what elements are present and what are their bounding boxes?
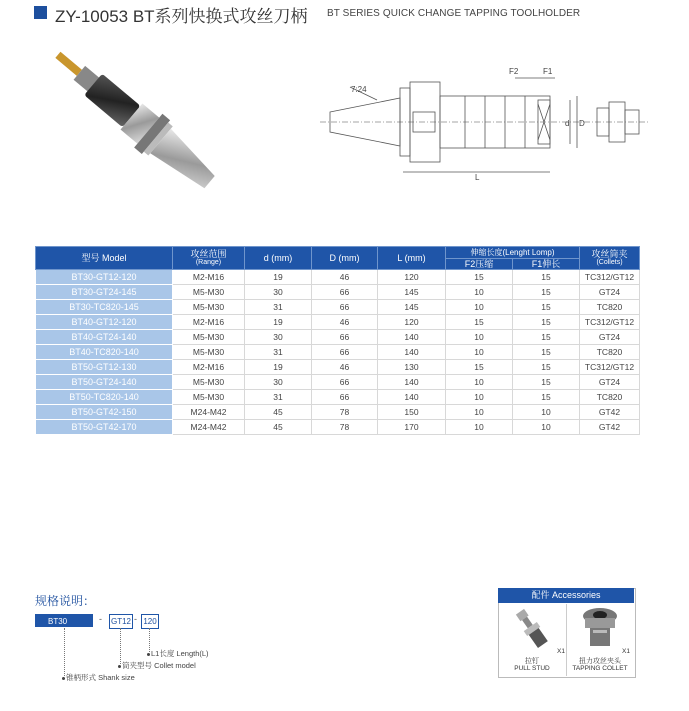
table-row bbox=[36, 285, 640, 300]
cell-collet: TC820 bbox=[580, 300, 640, 315]
shank-leader bbox=[64, 628, 65, 676]
cell-d: 19 bbox=[245, 315, 312, 330]
cell-range: M5-M30 bbox=[173, 345, 245, 360]
page-subtitle: BT SERIES QUICK CHANGE TAPPING TOOLHOLDER bbox=[327, 8, 581, 19]
cell-f1: 10 bbox=[513, 405, 580, 420]
dash-2: - bbox=[134, 614, 137, 624]
cell-collet: GT42 bbox=[580, 405, 640, 420]
table-row bbox=[36, 390, 640, 405]
cell-d: 19 bbox=[245, 360, 312, 375]
pull-stud-cn: 拉钉 bbox=[525, 658, 539, 665]
cell-f2: 10 bbox=[446, 375, 513, 390]
cell-model: BT30-GT24-145 bbox=[36, 285, 173, 300]
cell-f2: 10 bbox=[446, 420, 513, 435]
cell-L: 120 bbox=[378, 270, 446, 285]
spec-table bbox=[35, 246, 640, 435]
header-L: L (mm) bbox=[378, 247, 446, 270]
shank-desc-text: 锥柄形式 Shank size bbox=[66, 673, 135, 682]
header-lomp: 伸缩长度(Lenght Lomp) bbox=[446, 247, 580, 259]
cell-model: BT40-TC820-140 bbox=[36, 345, 173, 360]
page-title: ZY-10053 BT系列快换式攻丝刀柄 bbox=[55, 7, 308, 26]
table-row bbox=[36, 330, 640, 345]
cell-collet: GT42 bbox=[580, 420, 640, 435]
header-f2: F2压缩 bbox=[446, 259, 513, 270]
cell-model: BT50-GT42-150 bbox=[36, 405, 173, 420]
cell-d: 45 bbox=[245, 405, 312, 420]
cell-collet: GT24 bbox=[580, 375, 640, 390]
cell-collet: TC312/GT12 bbox=[580, 270, 640, 285]
cell-D: 46 bbox=[312, 270, 378, 285]
cell-d: 31 bbox=[245, 345, 312, 360]
dash-1: - bbox=[99, 614, 102, 624]
cell-f2: 10 bbox=[446, 300, 513, 315]
cell-collet: GT24 bbox=[580, 330, 640, 345]
L-label: L bbox=[475, 173, 480, 182]
header-range bbox=[173, 247, 245, 270]
table-row bbox=[36, 360, 640, 375]
table-row bbox=[36, 375, 640, 390]
cell-L: 140 bbox=[378, 330, 446, 345]
accessories-title: 配件 Accessories bbox=[498, 588, 634, 603]
cell-model: BT30-TC820-145 bbox=[36, 300, 173, 315]
cell-L: 145 bbox=[378, 285, 446, 300]
d-label: d bbox=[565, 119, 570, 128]
cell-range: M5-M30 bbox=[173, 285, 245, 300]
cell-f1: 15 bbox=[513, 345, 580, 360]
cell-d: 31 bbox=[245, 390, 312, 405]
table-row bbox=[36, 315, 640, 330]
cell-f2: 10 bbox=[446, 405, 513, 420]
cell-D: 46 bbox=[312, 315, 378, 330]
cell-D: 78 bbox=[312, 420, 378, 435]
cell-model: BT30-GT12-120 bbox=[36, 270, 173, 285]
header-collets-cn: 攻丝筒夹 bbox=[591, 249, 628, 259]
cell-D: 66 bbox=[312, 390, 378, 405]
cell-L: 120 bbox=[378, 315, 446, 330]
cell-model: BT50-GT12-130 bbox=[36, 360, 173, 375]
pull-stud-image bbox=[510, 606, 554, 652]
cell-range: M5-M30 bbox=[173, 390, 245, 405]
collet-desc-text: 筒夹型号 Collet model bbox=[122, 661, 196, 670]
cell-model: BT50-GT42-170 bbox=[36, 420, 173, 435]
cell-L: 140 bbox=[378, 375, 446, 390]
cell-f1: 15 bbox=[513, 300, 580, 315]
length-desc-text: L1长度 Length(L) bbox=[151, 649, 209, 658]
cell-f2: 15 bbox=[446, 270, 513, 285]
cell-D: 66 bbox=[312, 285, 378, 300]
cell-range: M5-M30 bbox=[173, 330, 245, 345]
cell-f2: 15 bbox=[446, 360, 513, 375]
cell-f1: 15 bbox=[513, 270, 580, 285]
table-row bbox=[36, 405, 640, 420]
cell-range: M5-M30 bbox=[173, 375, 245, 390]
collet-leader bbox=[120, 628, 121, 664]
collet-desc bbox=[118, 660, 196, 671]
table-row bbox=[36, 270, 640, 285]
cell-f1: 15 bbox=[513, 360, 580, 375]
cell-d: 30 bbox=[245, 330, 312, 345]
header-collets bbox=[580, 247, 640, 270]
cell-model: BT50-GT24-140 bbox=[36, 375, 173, 390]
cell-D: 46 bbox=[312, 360, 378, 375]
cell-range: M2-M16 bbox=[173, 360, 245, 375]
cell-L: 140 bbox=[378, 390, 446, 405]
cell-f1: 15 bbox=[513, 390, 580, 405]
cell-D: 66 bbox=[312, 375, 378, 390]
cell-D: 66 bbox=[312, 330, 378, 345]
cell-D: 78 bbox=[312, 405, 378, 420]
cell-f1: 10 bbox=[513, 420, 580, 435]
cell-L: 170 bbox=[378, 420, 446, 435]
spec-title: 规格说明： bbox=[35, 594, 96, 608]
cell-range: M2-M16 bbox=[173, 270, 245, 285]
cell-range: M5-M30 bbox=[173, 300, 245, 315]
cell-collet: TC312/GT12 bbox=[580, 360, 640, 375]
cell-d: 19 bbox=[245, 270, 312, 285]
cell-collet: TC820 bbox=[580, 345, 640, 360]
header-d: d (mm) bbox=[245, 247, 312, 270]
cell-collet: GT24 bbox=[580, 285, 640, 300]
cell-D: 66 bbox=[312, 300, 378, 315]
cell-f2: 10 bbox=[446, 285, 513, 300]
header-D: D (mm) bbox=[312, 247, 378, 270]
tapping-collet-en: TAPPING COLLET bbox=[572, 665, 628, 672]
table-row bbox=[36, 420, 640, 435]
cell-d: 30 bbox=[245, 375, 312, 390]
shank-desc bbox=[62, 672, 135, 683]
cell-L: 150 bbox=[378, 405, 446, 420]
tapping-collet-qty: X1 bbox=[622, 648, 630, 655]
cell-model: BT40-GT12-120 bbox=[36, 315, 173, 330]
table-row bbox=[36, 345, 640, 360]
cell-collet: TC312/GT12 bbox=[580, 315, 640, 330]
toolholder-photo bbox=[40, 50, 245, 200]
length-desc bbox=[147, 648, 209, 659]
tapping-collet-image bbox=[581, 606, 619, 650]
length-code: 120 bbox=[141, 614, 159, 629]
collet-code: GT12 bbox=[109, 614, 133, 629]
tapping-collet-cn: 扭力攻丝夹头 bbox=[579, 658, 621, 665]
cell-D: 66 bbox=[312, 345, 378, 360]
cell-f2: 15 bbox=[446, 315, 513, 330]
angle-label: 7:24 bbox=[351, 85, 367, 94]
cell-d: 30 bbox=[245, 285, 312, 300]
technical-drawing bbox=[315, 60, 655, 185]
cell-L: 145 bbox=[378, 300, 446, 315]
cell-range: M24-M42 bbox=[173, 405, 245, 420]
cell-f1: 15 bbox=[513, 315, 580, 330]
cell-model: BT40-GT24-140 bbox=[36, 330, 173, 345]
cell-L: 130 bbox=[378, 360, 446, 375]
cell-range: M2-M16 bbox=[173, 315, 245, 330]
cell-d: 31 bbox=[245, 300, 312, 315]
cell-f1: 15 bbox=[513, 285, 580, 300]
cell-f1: 15 bbox=[513, 375, 580, 390]
header-collets-en: (Collets) bbox=[596, 259, 623, 266]
title-square-marker bbox=[34, 6, 47, 19]
cell-model: BT50-TC820-140 bbox=[36, 390, 173, 405]
cell-f2: 10 bbox=[446, 345, 513, 360]
header-range-en: (Range) bbox=[195, 259, 222, 266]
cell-f2: 10 bbox=[446, 330, 513, 345]
header-f1: F1伸长 bbox=[513, 259, 580, 270]
cell-collet: TC820 bbox=[580, 390, 640, 405]
header-range-cn: 攻丝范围 bbox=[190, 249, 227, 259]
f1-label: F1 bbox=[543, 67, 553, 76]
cell-f2: 10 bbox=[446, 390, 513, 405]
D-label: D bbox=[579, 119, 585, 128]
cell-range: M24-M42 bbox=[173, 420, 245, 435]
cell-d: 45 bbox=[245, 420, 312, 435]
f2-label: F2 bbox=[509, 67, 519, 76]
shank-code: BT30 bbox=[35, 614, 93, 627]
cell-f1: 15 bbox=[513, 330, 580, 345]
header-model: 型号 Model bbox=[36, 247, 173, 270]
pull-stud-qty: X1 bbox=[557, 648, 565, 655]
cell-L: 140 bbox=[378, 345, 446, 360]
table-row bbox=[36, 300, 640, 315]
pull-stud-en: PULL STUD bbox=[514, 665, 550, 672]
